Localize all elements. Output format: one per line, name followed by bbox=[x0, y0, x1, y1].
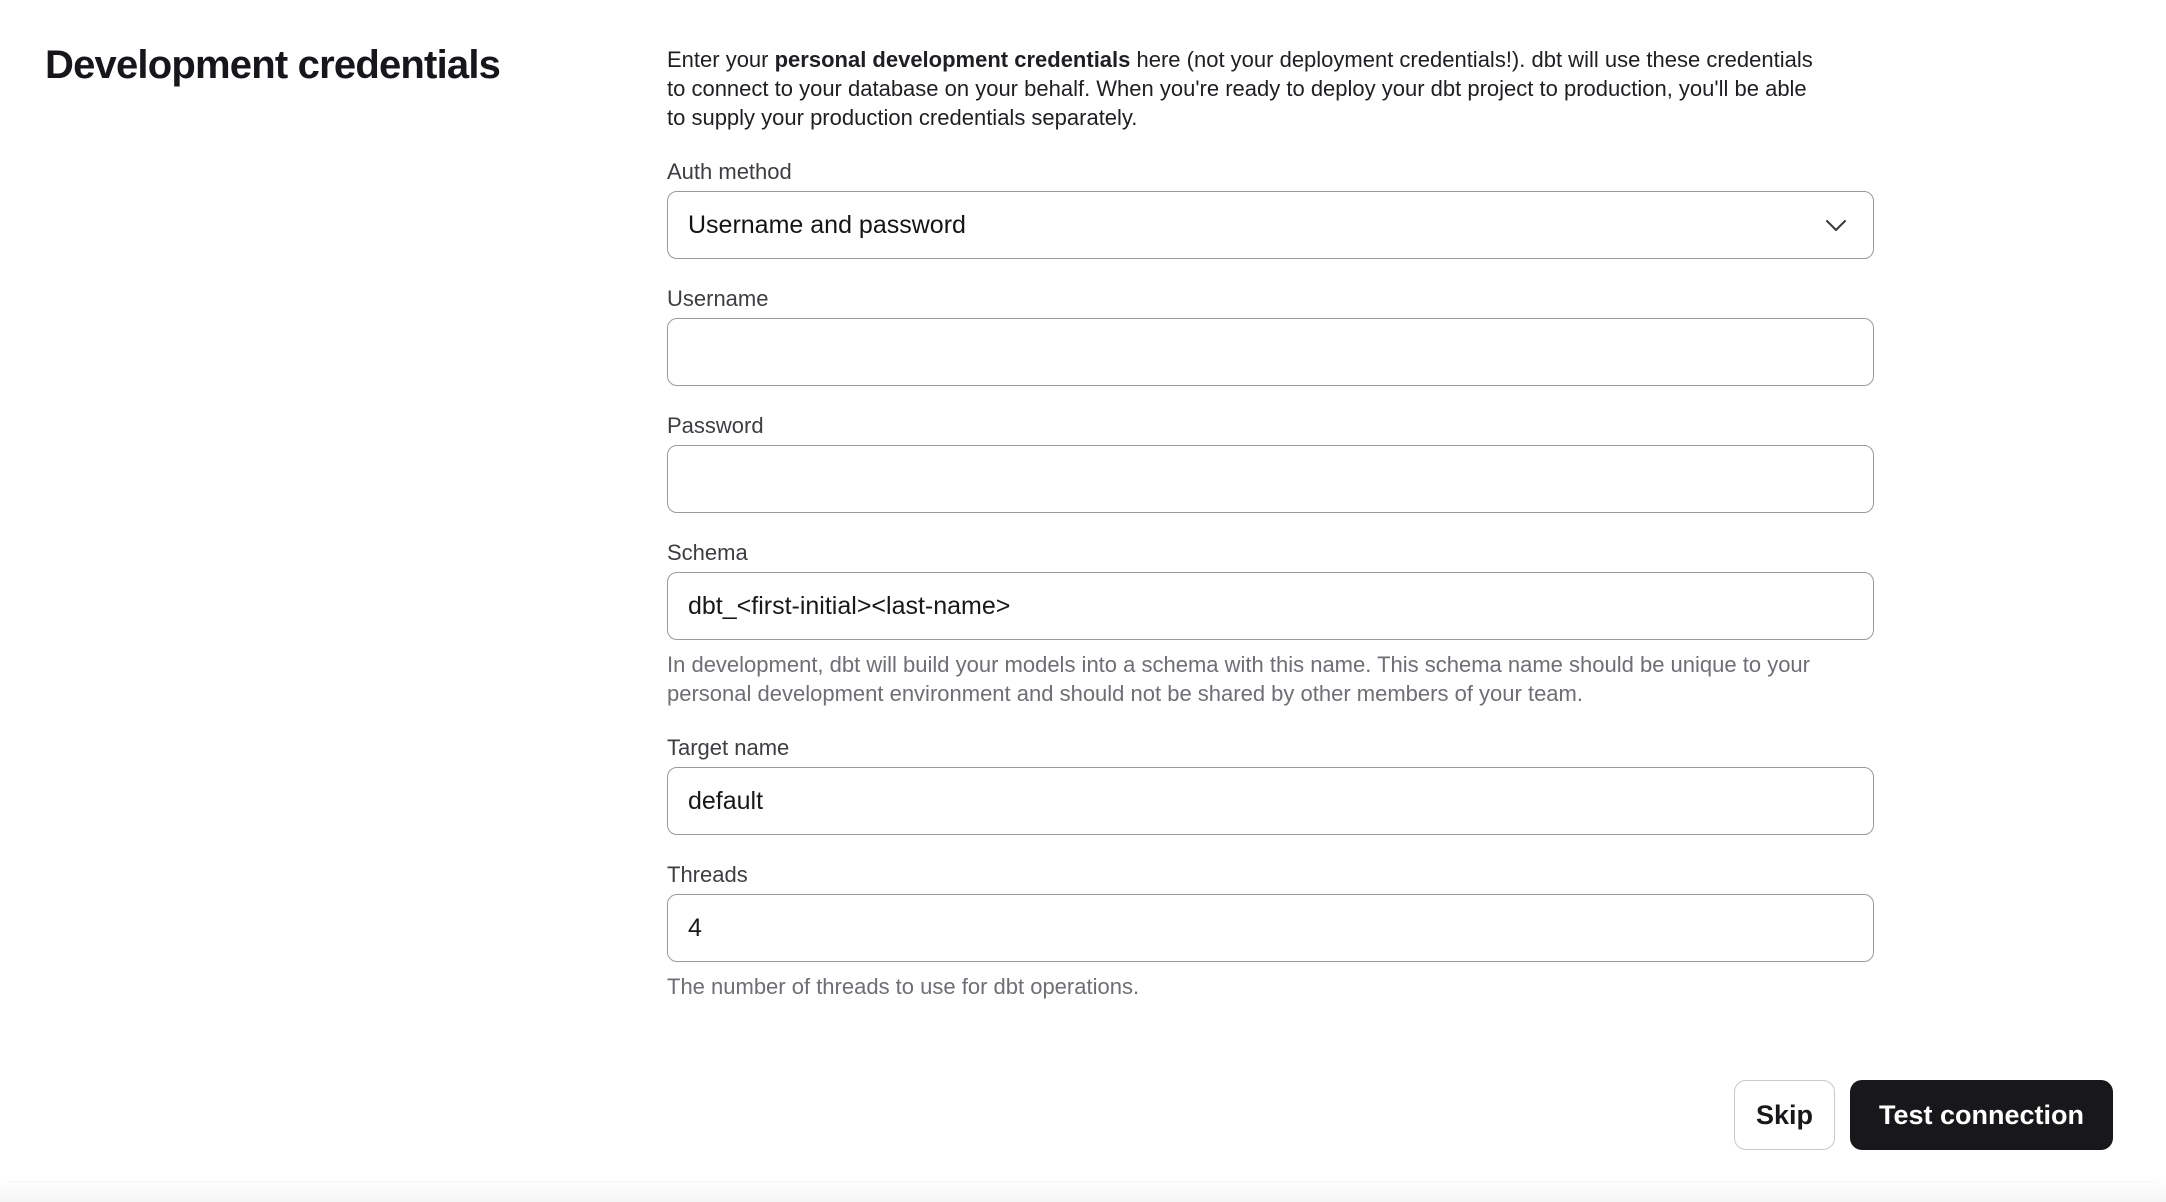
schema-help-text: In development, dbt will build your models into a schema with this name. This schema name should be unique to your personal development environment and should not be shared by other members of your team. bbox=[667, 652, 1810, 706]
intro-text bbox=[667, 45, 1817, 132]
auth-method-selected-value: Username and password bbox=[688, 210, 966, 239]
page-title: Development credentials bbox=[45, 43, 501, 87]
chevron-down-icon bbox=[1825, 219, 1847, 232]
skip-button[interactable]: Skip bbox=[1734, 1080, 1835, 1150]
target-name-label: Target name bbox=[667, 735, 790, 760]
schema-input[interactable] bbox=[667, 572, 1874, 640]
threads-label: Threads bbox=[667, 862, 748, 887]
auth-method-select[interactable] bbox=[667, 191, 1874, 259]
password-input[interactable] bbox=[667, 445, 1874, 513]
auth-method-label: Auth method bbox=[667, 159, 792, 184]
username-label: Username bbox=[667, 286, 769, 311]
threads-group bbox=[667, 861, 1874, 1001]
intro-prefix: Enter your bbox=[667, 47, 775, 72]
footer-strip bbox=[0, 1183, 2166, 1202]
password-group bbox=[667, 412, 1874, 513]
intro-bold: personal development credentials bbox=[774, 47, 1131, 72]
auth-method-group bbox=[667, 158, 1874, 259]
intro-suffix: here (not your deployment credentials!). dbt will use these credentials to connect to your database on your behalf. When you're ready to deploy your dbt project to production, you'll be able to supply your production credentials separately. bbox=[667, 47, 1813, 130]
target-name-input[interactable] bbox=[667, 767, 1874, 835]
username-group bbox=[667, 285, 1874, 386]
password-label: Password bbox=[667, 413, 764, 438]
schema-group bbox=[667, 539, 1874, 708]
credentials-form bbox=[667, 40, 1874, 1001]
schema-label: Schema bbox=[667, 540, 748, 565]
section-heading-column bbox=[45, 40, 667, 90]
test-connection-button[interactable]: Test connection bbox=[1850, 1080, 2113, 1150]
threads-input[interactable] bbox=[667, 894, 1874, 962]
actions-bar bbox=[1734, 1080, 2113, 1150]
threads-help-text: The number of threads to use for dbt operations. bbox=[667, 974, 1140, 999]
username-input[interactable] bbox=[667, 318, 1874, 386]
target-name-group bbox=[667, 734, 1874, 835]
